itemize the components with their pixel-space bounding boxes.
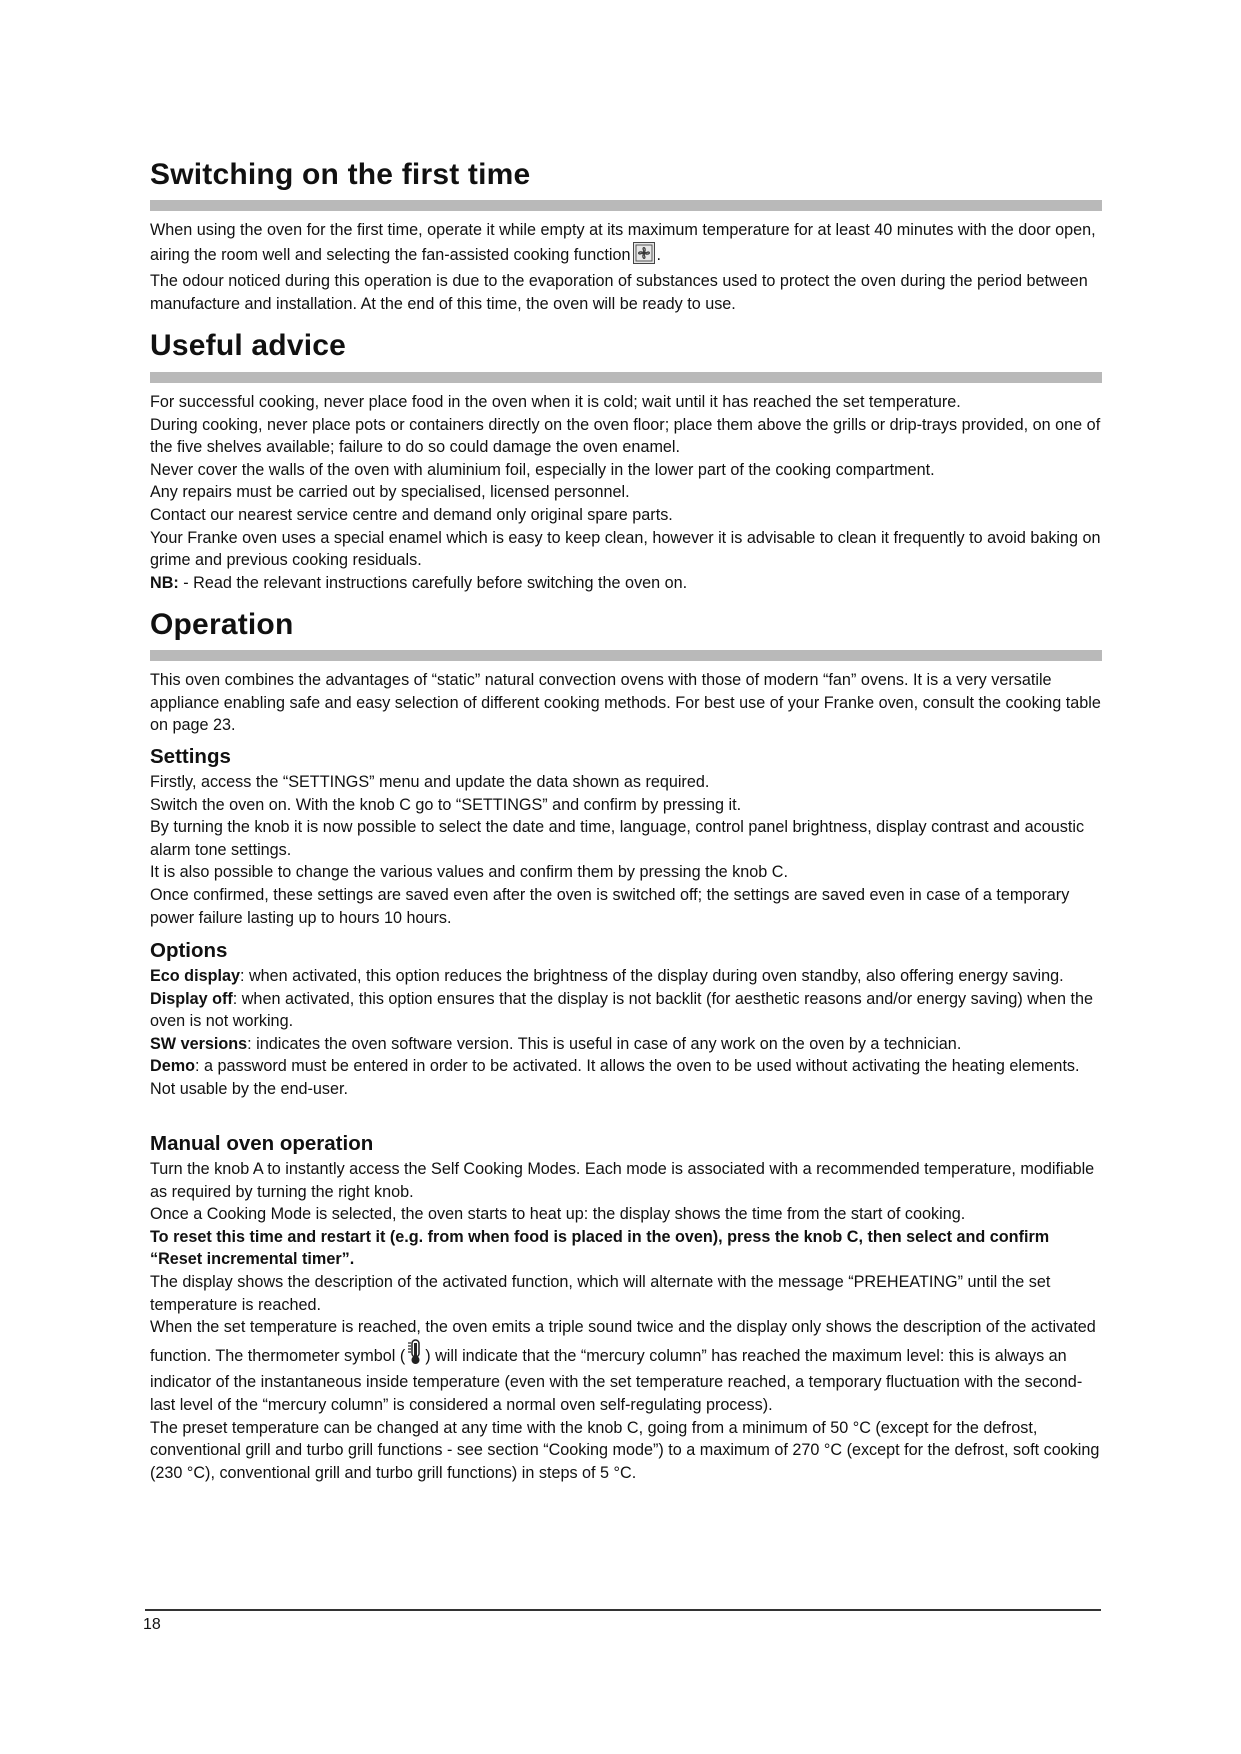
- advice-line: Your Franke oven uses a special enamel which is easy to keep clean, however it is advisable to clean it frequently to avoid baking on grime and previous cooking residuals.: [150, 528, 1101, 570]
- manual-operation-text: [150, 1158, 1102, 1484]
- manual-paragraph: The preset temperature can be changed at any time with the knob C, going from a minimum of 50 °C (except for the defrost, conventional grill and turbo grill functions - see section “Cooking mode”) to a maximum of 270 °C (except for the defrost, soft cooking (230 °C), conventional grill and turbo grill functions) in steps of 5 °C.: [150, 1418, 1100, 1482]
- section-title-useful-advice: Useful advice: [150, 329, 347, 362]
- fan-function-icon: [633, 242, 655, 271]
- manual-paragraph: The display shows the description of the activated function, which will alternate with the message “PREHEATING” until the set temperature is reached.: [150, 1272, 1051, 1314]
- footer-rule: [145, 1609, 1101, 1611]
- option-eco-display: Eco display: when activated, this option reduces the brightness of the display during oven standby, also offering energy saving.: [150, 967, 1064, 985]
- settings-text: [150, 771, 1102, 929]
- advice-nb: NB: - Read the relevant instructions carefully before switching the oven on.: [150, 573, 688, 592]
- section-title-first-time: Switching on the first time: [150, 158, 531, 191]
- advice-line: For successful cooking, never place food in the oven when it is cold; wait until it has reached the set temperature.: [150, 393, 961, 411]
- section-rule: [150, 650, 1102, 661]
- settings-line: Firstly, access the “SETTINGS” menu and update the data shown as required.: [150, 773, 710, 791]
- option-demo: Demo: a password must be entered in order to be activated. It allows the oven to be used without activating the heating elements. Not usable by the end-user.: [150, 1057, 1080, 1098]
- advice-line: Never cover the walls of the oven with aluminium foil, especially in the lower part of the cooking compartment.: [150, 460, 935, 479]
- subsection-title-manual-operation: Manual oven operation: [150, 1132, 374, 1155]
- settings-line: Once confirmed, these settings are saved even after the oven is switched off; the settings are saved even in case of a temporary power failure lasting up to hours 10 hours.: [150, 885, 1070, 927]
- settings-line: It is also possible to change the various values and confirm them by pressing the knob C.: [150, 863, 788, 882]
- advice-line: Any repairs must be carried out by specialised, licensed personnel.: [150, 483, 630, 502]
- subsection-title-options: Options: [150, 939, 228, 962]
- advice-line: During cooking, never place pots or containers directly on the oven floor; place them above the grills or drip-trays provided, on one of the five shelves available; failure to do so could damage the oven enamel.: [150, 415, 1101, 457]
- option-sw-versions: SW versions: indicates the oven software version. This is useful in case of any work on the oven by a technician.: [150, 1034, 962, 1053]
- subsection-title-settings: Settings: [150, 745, 231, 768]
- manual-paragraph: Turn the knob A to instantly access the Self Cooking Modes. Each mode is associated with a recommended temperature, modifiable as required by turning the right knob.: [150, 1160, 1095, 1201]
- section-rule: [150, 200, 1102, 211]
- advice-text: [150, 391, 1102, 594]
- first-time-paragraph-2: The odour noticed during this operation is due to the evaporation of substances used to protect the oven during the period between manufacture and installation. At the end of this time, the oven will be ready to use.: [150, 272, 1088, 313]
- first-time-paragraph-1: When using the oven for the first time, operate it while empty at its maximum temperature for at least 40 minutes with the door open, airing the room well and selecting the fan-assisted cooking function .: [150, 219, 1102, 270]
- options-text: [150, 965, 1102, 1101]
- section-rule: [150, 372, 1102, 383]
- operation-intro: This oven combines the advantages of “static” natural convection ovens with those of modern “fan” ovens. It is a very versatile appliance enabling safe and easy selection of different cooking methods. For best use of your Franke oven, consult the cooking table on page 23.: [150, 671, 1101, 735]
- advice-line: Contact our nearest service centre and demand only original spare parts.: [150, 505, 673, 524]
- first-time-text: [150, 219, 1102, 315]
- manual-paragraph-bold: To reset this time and restart it (e.g. from when food is placed in the oven), press the knob C, then select and confirm “Reset incremental timer”.: [150, 1227, 1050, 1269]
- manual-paragraph: Once a Cooking Mode is selected, the oven starts to heat up: the display shows the time from the start of cooking.: [150, 1205, 966, 1224]
- page-number: 18: [143, 1616, 161, 1633]
- thermometer-icon: [407, 1339, 423, 1372]
- settings-line: By turning the knob it is now possible to select the date and time, language, control panel brightness, display contrast and acoustic alarm tone settings.: [150, 818, 1085, 859]
- settings-line: Switch the oven on. With the knob C go to “SETTINGS” and confirm by pressing it.: [150, 795, 742, 814]
- option-display-off: Display off: when activated, this option ensures that the display is not backlit (for aesthetic reasons and/or energy saving) when the oven is not working.: [150, 989, 1093, 1031]
- section-title-operation: Operation: [150, 608, 294, 641]
- manual-paragraph: When the set temperature is reached, the oven emits a triple sound twice and the display only shows the description of the activated function. The thermometer symbol ( ) will indicate that the “mercury column” has reached the maximum level: this is always an indicator of the instantaneous inside temperature (even with the set temperature reached, a temporary fluctuation with the second-last level of the “mercury column” is considered a normal oven self-regulating process).: [150, 1318, 1096, 1414]
